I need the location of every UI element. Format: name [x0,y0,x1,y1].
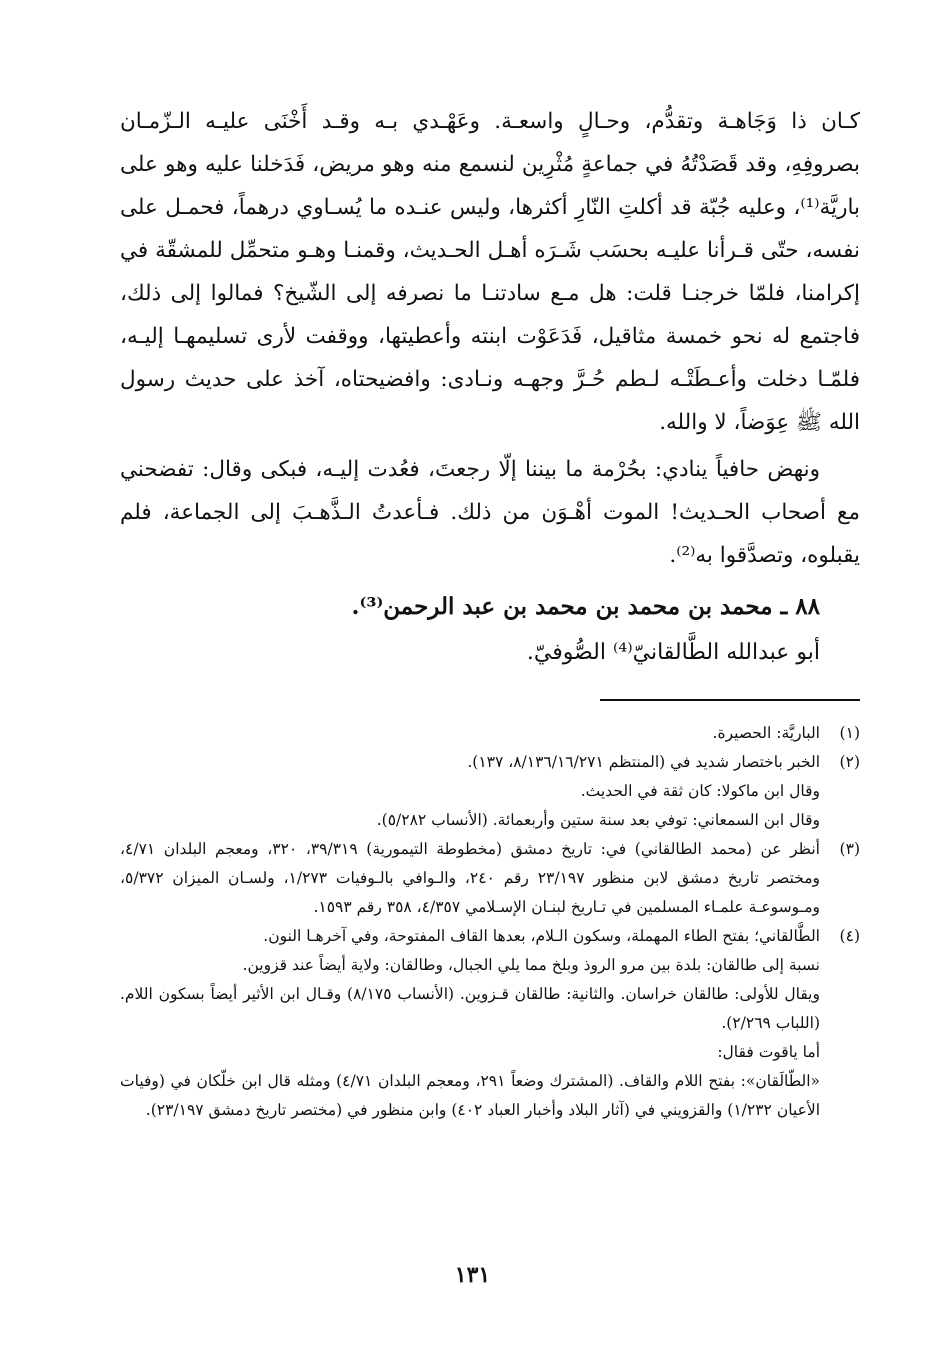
body-paragraph-1: كـان ذا وَجَاهـة وتقدُّم، وحـالٍ واسعـة. وعَهْـدي بـه وقـد أَخْنَى عليـه الـزّمـان بصروفِهِ، وقد قَصَدْتُهُ في جماعةٍ مُثْرِين لنسمع منه وهو مريض، فَدَخلنا عليه وهو على باريَّة⁽¹⁾، وعليه جُبّة قد أكلتِ النّارِ أكثرها، وليس عنـده ما يُسـاوي درهماً، فحمـل على نفسه، حتّى قـرأنا عليـه بحسَب شَـرَه أهـل الحـديث، وقمنـا وهـو متحمِّل للمشقّة في إكرامنا، فلمّا خرجنـا قلت: هل مـع سادتنـا ما نصرفه إلى الشّيخ؟ فمالوا إلى ذلك، فاجتمع له نحو خمسة مثاقيل، فَدَعَوْت ابنته وأعطيتها، ووقفت لأرى تسليمهـا إليـه، فلمّـا دخلت وأعـطَتْـه لـطم حُـرَّ وجهـه ونـادى: وافضيحتاه، آخذ على حديث رسول الله ﷺ عِوَضاً، لا والله. [120,109,860,435]
footnote-3 [120,835,860,922]
footnote-1 [120,719,860,748]
footnote-line: أما ياقوت فقال: [717,1043,820,1061]
footnote-line: وقال ابن السمعاني: توفي بعد سنة ستين وأربعمائة. (الأنساب ٥/٢٨٢). [376,811,820,829]
footnotes [120,719,860,1125]
page-content [120,100,860,1125]
entry-subtitle: أبو عبدالله الطَّالقانيّ⁽⁴⁾ الصُّوفيّ. [526,640,820,665]
footnote-line: «الطّالَقان»: بفتح اللام والقاف. (المشترك وضعاً ٢٩١، ومعجم البلدان ٤/٧١) ومثله قال ابن خلّكان في (وفيات الأعيان ١/٢٣٢) والقزويني في (آثار البلاد وأخبار العباد ٤٠٢) وابن منظور في (مختصر تاريخ دمشق ٢٣/١٩٧). [120,1072,821,1119]
body-paragraph-2: ونهض حافياً ينادي: بحُرْمة ما بيننا إلّا رجعتَ، فعُدت إليـه، فبكى وقال: تفضحني مع أصحاب الحـديث! الموت أهْـوَن من ذلك. فـأعدتُ الـذَّهـبَ إلى الجماعة، فلم يقبلوه، وتصدَّقوا به⁽²⁾. [120,457,860,568]
footnote-divider [600,699,860,701]
footnote-line: نسبة إلى طالقان: بلدة بين مرو الروذ وبلخ مما يلي الجبال، وطالقان: ولاية أيضاً عند قزوين. [242,956,820,974]
footnote-line: الباريَّة: الحصيرة. [712,724,820,742]
footnote-number: (٣) [839,840,860,858]
footnote-line: الخبر باختصار شديد في (المنتظم ٨/١٣٦/١٦/٢٧١، ١٣٧). [467,753,820,771]
footnote-line: أنظر عن (محمد الطالقاني) في: تاريخ دمشق (مخطوطة التيمورية) ٣٩/٣١٩، ٣٢٠، ومعجم البلدان ٤/٧١، ومختصر تاريخ دمشق لابن منظور ٢٣/١٩٧ رقم ٢٤٠، والـوافي بالـوفيات ١/٢٧٣، ولسـان الميزان ٥/٣٧٢، ومـوسوعـة علمـاء المسلمين في تـاريخ لبنـان الإسـلامي ٤/٣٥٧، ٣٥٨ رقم ١٥٩٣. [120,840,820,916]
footnote-number: (١) [839,724,860,742]
footnote-line: وقال ابن ماكولا: كان ثقة في الحديث. [580,782,820,800]
footnote-2 [120,748,860,835]
footnote-4 [120,922,860,1125]
page-number: ١٣١ [454,1262,491,1288]
footnote-line: ويقال للأولى: طالقان خراسان. والثانية: طالقان قـزوين. (الأنساب ٨/١٧٥) وقـال ابن الأثير أيضاً بسكون اللام. (اللباب ٢/٢٦٩). [120,985,820,1032]
footnote-line: الطَّالقاني؛ بفتح الطاء المهملة، وسكون الـلام، بعدها القاف المفتوحة، وفي آخرهـا النون. [263,927,820,945]
footnote-number: (٢) [839,753,860,771]
footnote-number: (٤) [839,927,860,945]
entry-title: ٨٨ ـ محمد بن محمد بن محمد بن عبد الرحمن⁽³⁾. [351,593,820,620]
